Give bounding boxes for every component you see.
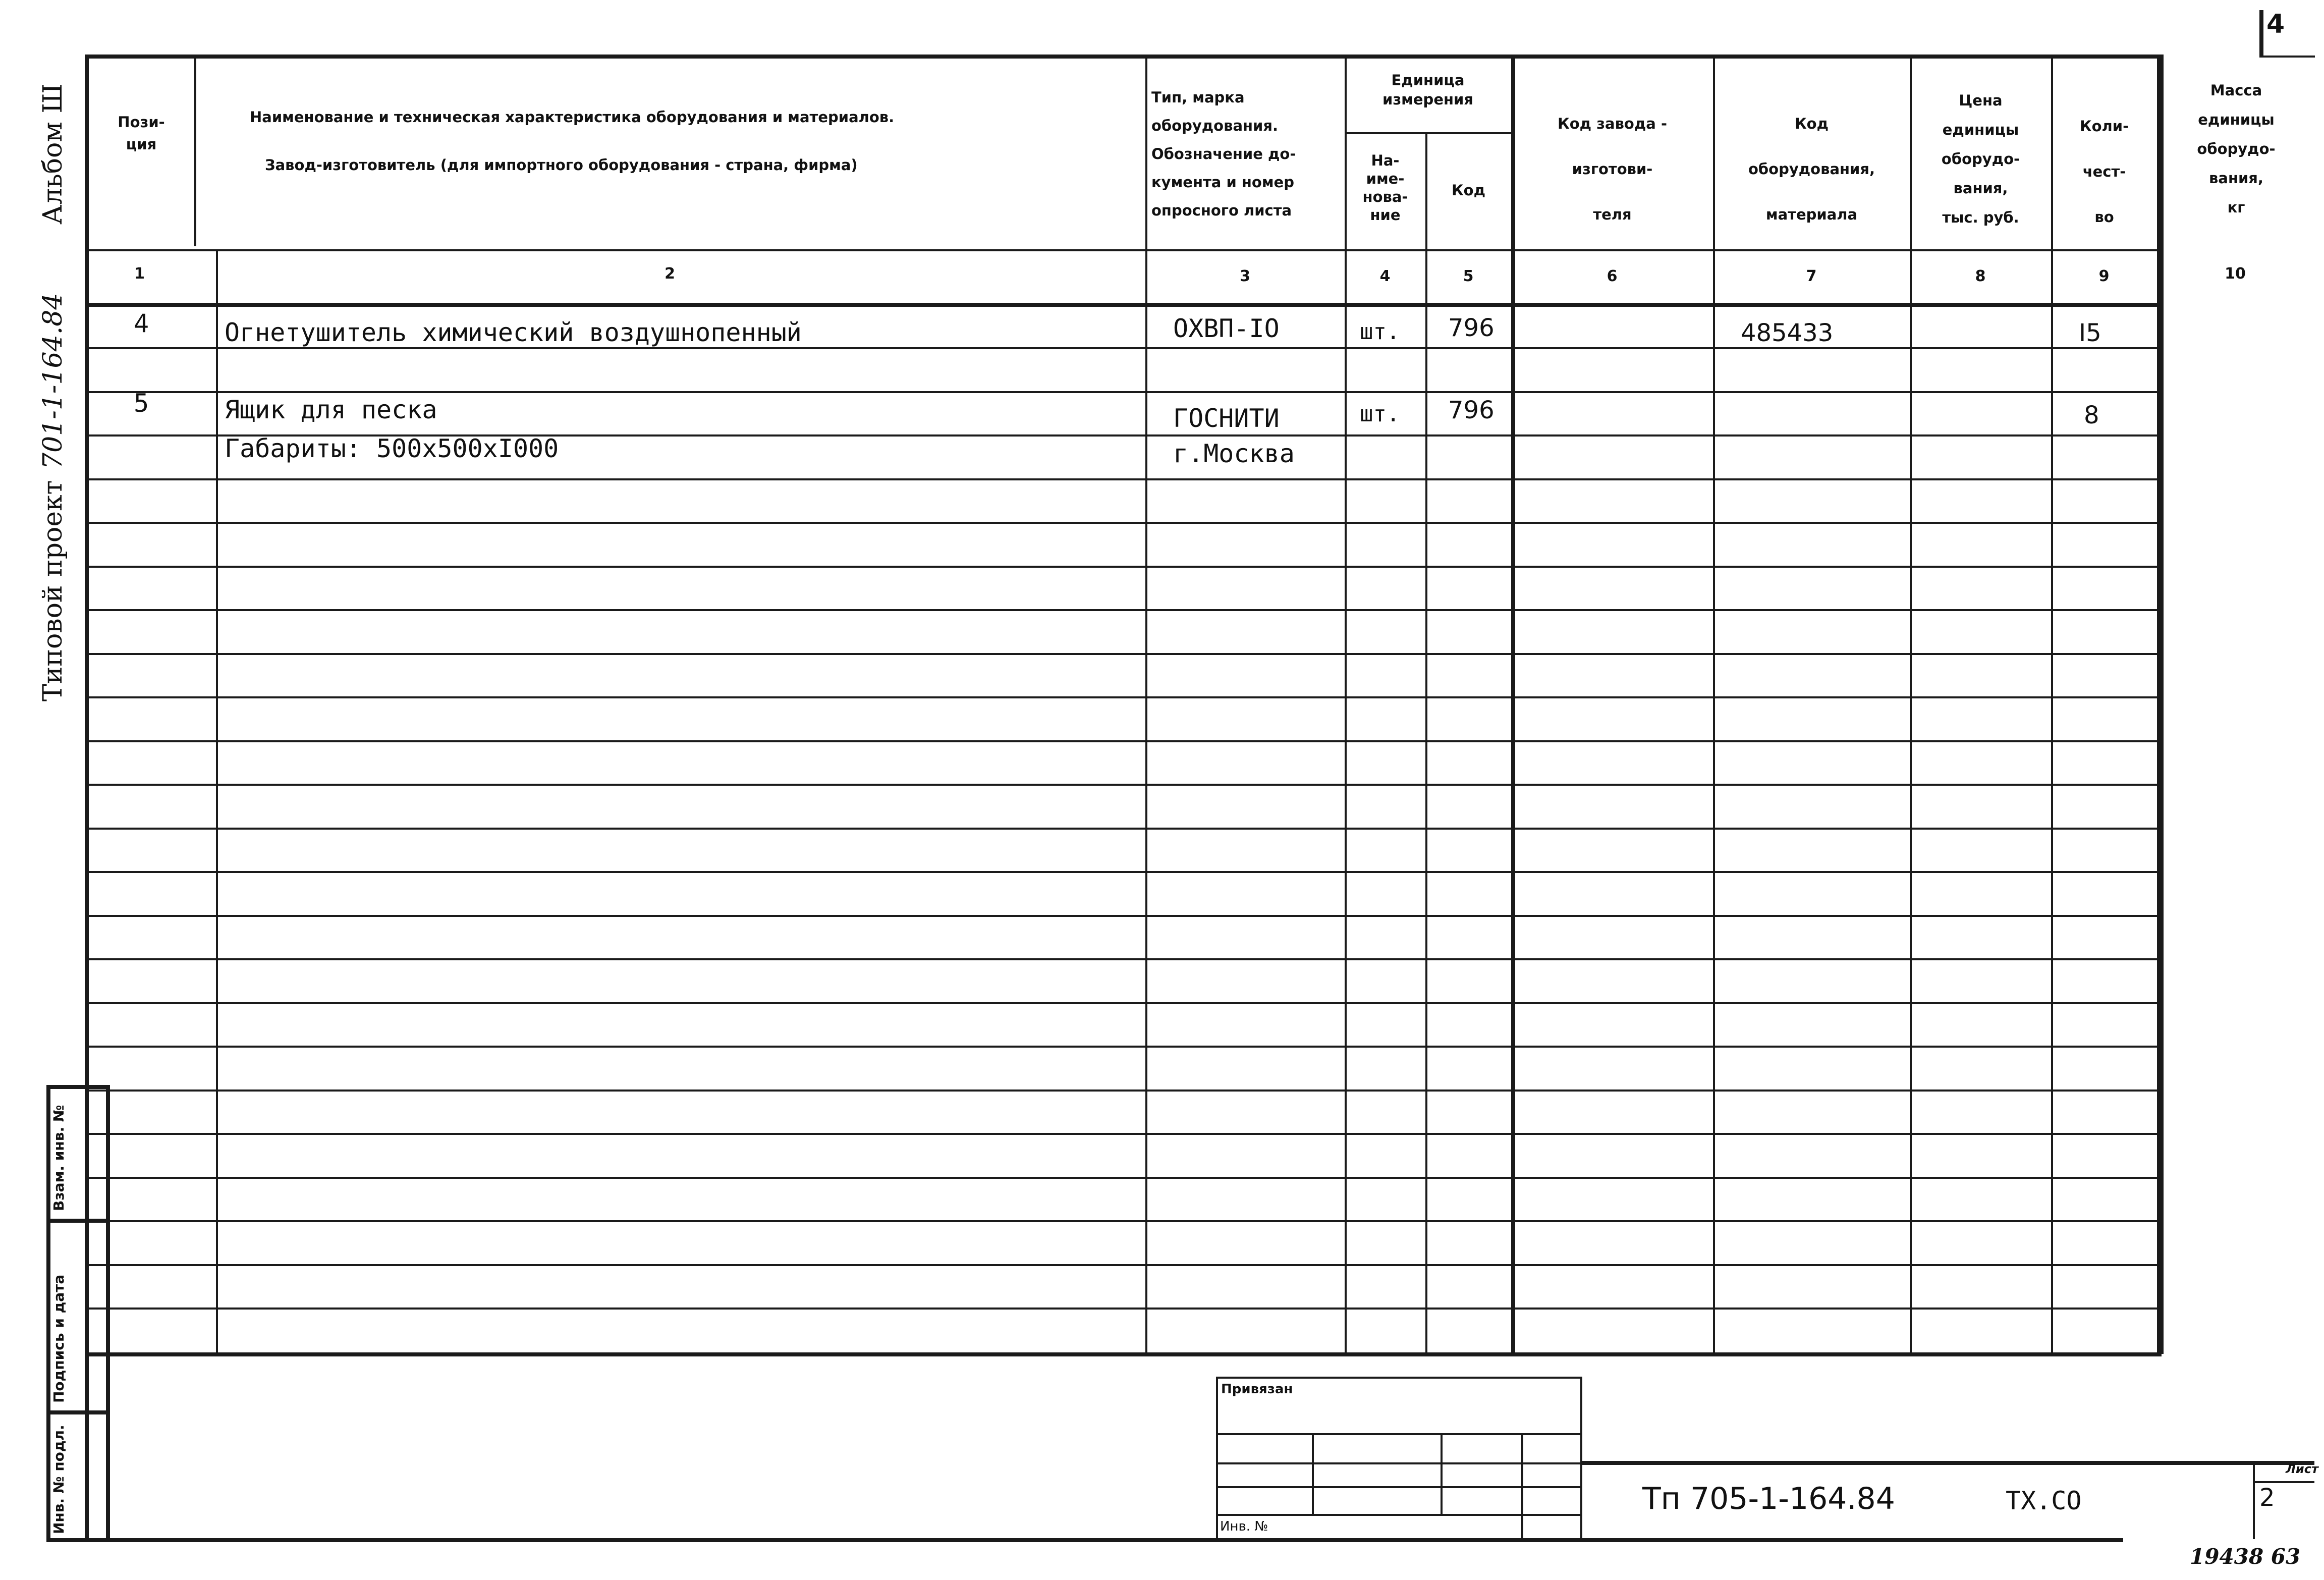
row2-name-line2: Габариты: 500х500хI000 bbox=[225, 434, 559, 463]
row2-position: 5 bbox=[134, 389, 149, 418]
col-line-2 bbox=[1145, 55, 1147, 1354]
binding-top bbox=[1216, 1377, 1582, 1379]
ruled-row-line bbox=[87, 958, 2160, 960]
body-bottom-line bbox=[85, 1352, 2162, 1356]
ruled-row-line bbox=[87, 1220, 2160, 1222]
colnum-3: 3 bbox=[1240, 267, 1250, 285]
colnum-9: 9 bbox=[2098, 267, 2110, 285]
header-unit-group: Единица измерения bbox=[1382, 72, 1473, 108]
row2-unit-name: шт. bbox=[1360, 401, 1400, 427]
col-line-5 bbox=[1511, 55, 1515, 1354]
sheet-corner-number: 4 bbox=[2266, 9, 2285, 39]
ruled-row-line bbox=[87, 1264, 2160, 1266]
ruled-row-line bbox=[87, 871, 2160, 873]
stamp-left-edge bbox=[46, 1085, 50, 1539]
binding-col-1 bbox=[1312, 1433, 1314, 1514]
colnum-6: 6 bbox=[1607, 267, 1618, 285]
colnum-8: 8 bbox=[1975, 267, 1986, 285]
binding-label: Привязан bbox=[1221, 1382, 1293, 1397]
header-type: Тип, марка оборудования. Обозначение до- кумента и номер опросного листа bbox=[1151, 89, 1296, 219]
stamp-label-inv-original: Инв. № подл. bbox=[50, 1425, 67, 1534]
header-price: Цена единицы оборудо- вания, тыс. руб. bbox=[1941, 92, 2020, 226]
row2-type-line2: г.Москва bbox=[1173, 439, 1295, 468]
binding-col-3 bbox=[1521, 1433, 1523, 1539]
ruled-row-line bbox=[87, 391, 2160, 393]
header-name: Наименование и техническая характеристика оборудования и материалов. bbox=[250, 108, 895, 126]
bottom-corner-number: 19438 63 bbox=[2190, 1544, 2301, 1569]
row2-name: Ящик для песка bbox=[225, 395, 437, 424]
col-line-9 bbox=[2157, 55, 2161, 1354]
ruled-row-line bbox=[87, 1046, 2160, 1048]
stamp-bottom bbox=[46, 1538, 2123, 1542]
header-unit-code: Код bbox=[1451, 182, 1486, 199]
ruled-row-line bbox=[87, 522, 2160, 524]
side-title-project: Типовой проект bbox=[38, 480, 68, 701]
ruled-row-line bbox=[87, 696, 2160, 698]
sheet-number: 2 bbox=[2259, 1484, 2275, 1512]
row1-position: 4 bbox=[134, 309, 149, 338]
row1-type: ОХВП-IO bbox=[1173, 314, 1280, 343]
row1-qty: I5 bbox=[2079, 319, 2101, 347]
ruled-row-line bbox=[87, 1002, 2160, 1004]
colnum-1: 1 bbox=[134, 265, 145, 283]
col-line-3 bbox=[1345, 55, 1347, 1354]
row2-qty: 8 bbox=[2084, 401, 2099, 429]
binding-row-2 bbox=[1216, 1462, 1582, 1464]
unit-subheader-line bbox=[1345, 132, 1511, 134]
binding-inv-label: Инв. № bbox=[1220, 1519, 1268, 1534]
stamp-inner-edge bbox=[106, 1085, 110, 1539]
col-line-8 bbox=[2051, 55, 2053, 1354]
ruled-row-line bbox=[87, 653, 2160, 655]
row1-unit-code: 796 bbox=[1448, 314, 1495, 342]
row1-unit-name: шт. bbox=[1360, 319, 1400, 345]
side-title-album: Альбом Ш bbox=[38, 83, 68, 225]
ruled-row-line bbox=[87, 1177, 2160, 1179]
col-line-pos-body bbox=[216, 249, 218, 1354]
doc-mark: ТХ.СО bbox=[2006, 1486, 2082, 1515]
ruled-row-line bbox=[87, 740, 2160, 742]
col-line-6 bbox=[1713, 55, 1715, 1354]
doc-code: Тп 705-1-164.84 bbox=[1642, 1481, 1895, 1516]
sheet-box-divider bbox=[2253, 1481, 2314, 1483]
stamp-top bbox=[46, 1085, 107, 1089]
colnum-7: 7 bbox=[1806, 267, 1817, 285]
header-equip-code: Код оборудования, материала bbox=[1748, 115, 1875, 223]
sheet-box-left bbox=[2253, 1461, 2255, 1539]
frame-top bbox=[85, 55, 2162, 59]
row2-type: ГОСНИТИ bbox=[1173, 404, 1280, 433]
sheet-label: Лист bbox=[2286, 1462, 2318, 1476]
row2-unit-code: 796 bbox=[1448, 396, 1495, 424]
col-line-1 bbox=[194, 55, 196, 246]
ruled-row-line bbox=[87, 347, 2160, 349]
side-title-project-code: 701-1-164.84 bbox=[38, 293, 68, 469]
stamp-div-1 bbox=[46, 1219, 107, 1223]
header-name-sub: Завод-изготовитель (для импортного оборудования - страна, фирма) bbox=[265, 156, 858, 174]
ruled-row-line bbox=[87, 1133, 2160, 1135]
binding-row-4 bbox=[1216, 1514, 1582, 1516]
header-qty: Коли- чест- во bbox=[2079, 118, 2129, 226]
ruled-row-line bbox=[87, 478, 2160, 480]
ruled-row-line bbox=[87, 1089, 2160, 1092]
ruled-row-line bbox=[87, 915, 2160, 917]
ruled-row-line bbox=[87, 609, 2160, 611]
colnum-10: 10 bbox=[2225, 265, 2246, 283]
row1-equip-code: 485433 bbox=[1741, 319, 1834, 347]
colnum-bottom-line bbox=[85, 303, 2162, 307]
colnum-4: 4 bbox=[1379, 267, 1391, 285]
ruled-row-line bbox=[87, 566, 2160, 568]
binding-row-1 bbox=[1216, 1433, 1582, 1435]
row1-name: Огнетушитель химический воздушнопенный bbox=[225, 318, 802, 347]
header-factory-code: Код завода - изготови- теля bbox=[1558, 115, 1667, 223]
binding-row-3 bbox=[1216, 1486, 1582, 1488]
stamp-label-replace-inv: Взам. инв. № bbox=[50, 1105, 67, 1211]
header-unit-name: На- име- нова- ние bbox=[1362, 152, 1408, 224]
ruled-row-line bbox=[87, 1307, 2160, 1310]
col-line-4 bbox=[1425, 132, 1427, 1354]
stamp-div-2 bbox=[46, 1410, 107, 1414]
ruled-row-line bbox=[87, 828, 2160, 830]
header-bottom-line bbox=[85, 249, 2162, 251]
colnum-5: 5 bbox=[1463, 267, 1474, 285]
header-position: Пози- ция bbox=[118, 114, 165, 153]
colnum-2: 2 bbox=[665, 265, 675, 283]
title-code-top bbox=[1580, 1461, 2314, 1465]
header-mass: Масса единицы оборудо- вания, кг bbox=[2197, 82, 2276, 216]
binding-col-2 bbox=[1441, 1433, 1443, 1514]
ruled-row-line bbox=[87, 784, 2160, 786]
stamp-label-signature-date: Подпись и дата bbox=[50, 1274, 67, 1403]
col-line-7 bbox=[1910, 55, 1912, 1354]
